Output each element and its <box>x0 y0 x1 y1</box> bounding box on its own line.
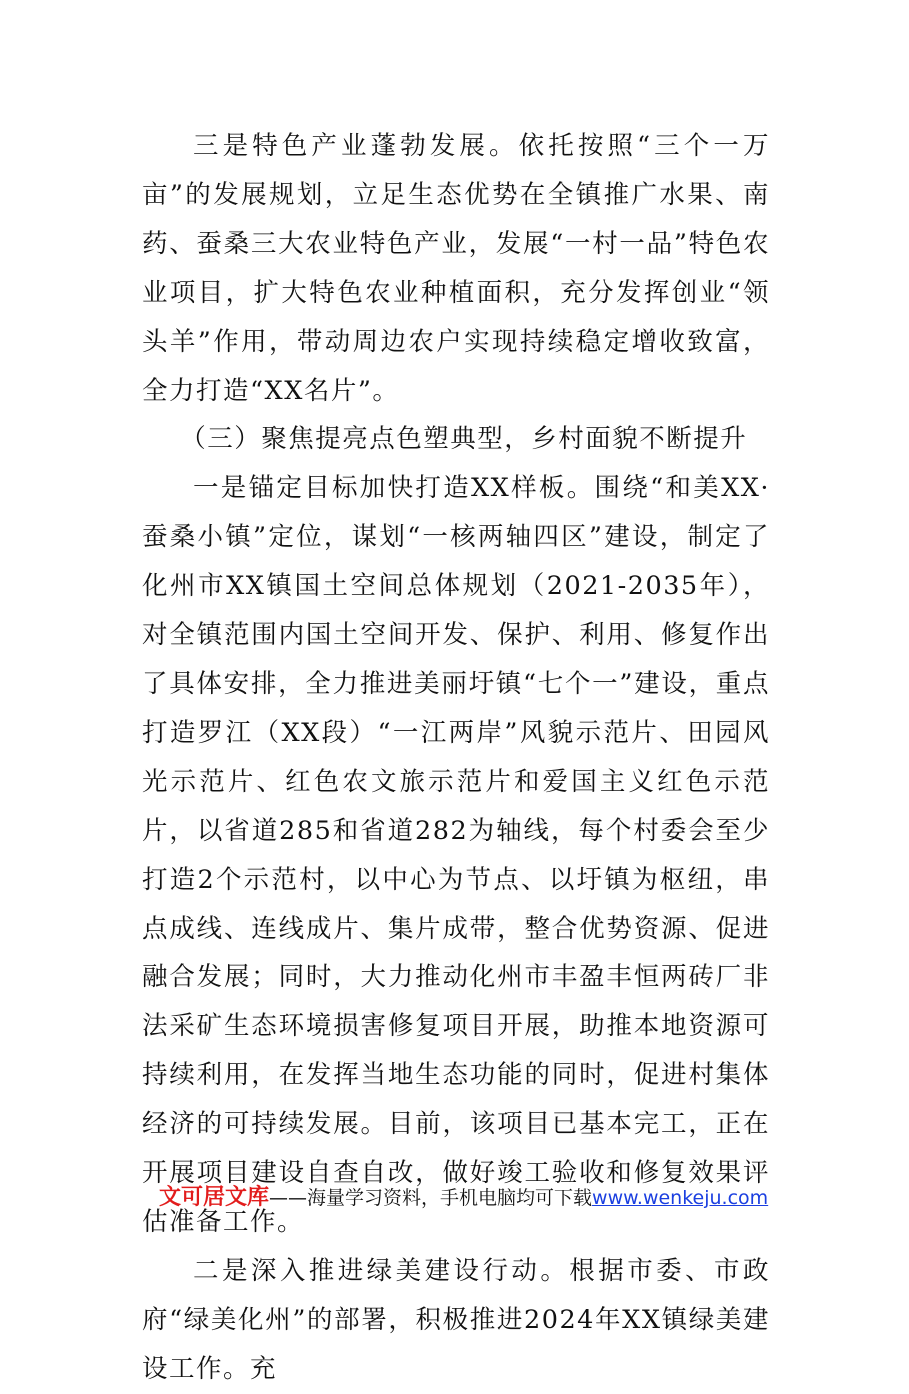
footer-watermark <box>159 1182 799 1214</box>
paragraph-model-town: 一是锚定目标加快打造XX样板。围绕“和美XX·蚕桑小镇”定位，谋划“一核两轴四区”建设，制定了化州市XX镇国土空间总体规划（2021-2035年），对全镇范围内国土空间开发、保护、利用、修复作出了具体安排，全力推进美丽圩镇“七个一”建设，重点打造罗江（XX段）“一江两岸”风貌示范片、田园风光示范片、红色农文旅示范片和爱国主义红色示范片，以省道285和省道282为轴线，每个村委会至少打造2个示范村，以中心为节点、以圩镇为枢纽，串点成线、连线成片、集片成带，整合优势资源、促进融合发展；同时，大力推动化州市丰盈丰恒两砖厂非法采矿生态环境损害修复项目开展，助推本地资源可持续利用，在发挥当地生态功能的同时，促进村集体经济的可持续发展。目前，该项目已基本完工，正在开展项目建设自查自改，做好竣工验收和修复效果评估准备工作。 <box>142 473 770 1237</box>
paragraph-special-industry: 三是特色产业蓬勃发展。依托按照“三个一万亩”的发展规划，立足生态优势在全镇推广水果、南药、蚕桑三大农业特色产业，发展“一村一品”特色农业项目，扩大特色农业种植面积，充分发挥创业“领头羊”作用，带动周边农户实现持续稳定增收致富，全力打造“XX名片”。 <box>142 131 770 406</box>
footer-tagline: ——海量学习资料，手机电脑均可下载 <box>269 1187 593 1209</box>
footer-brand: 文可居文库 <box>159 1185 270 1210</box>
section-heading-three: （三）聚焦提亮点色塑典型，乡村面貌不断提升 <box>180 424 748 455</box>
paragraph-green-construction: 二是深入推进绿美建设行动。根据市委、市政府“绿美化州”的部署，积极推进2024年XX镇绿美建设工作。充 <box>142 1255 770 1384</box>
footer-link[interactable]: www.wenkeju.com <box>592 1187 769 1209</box>
